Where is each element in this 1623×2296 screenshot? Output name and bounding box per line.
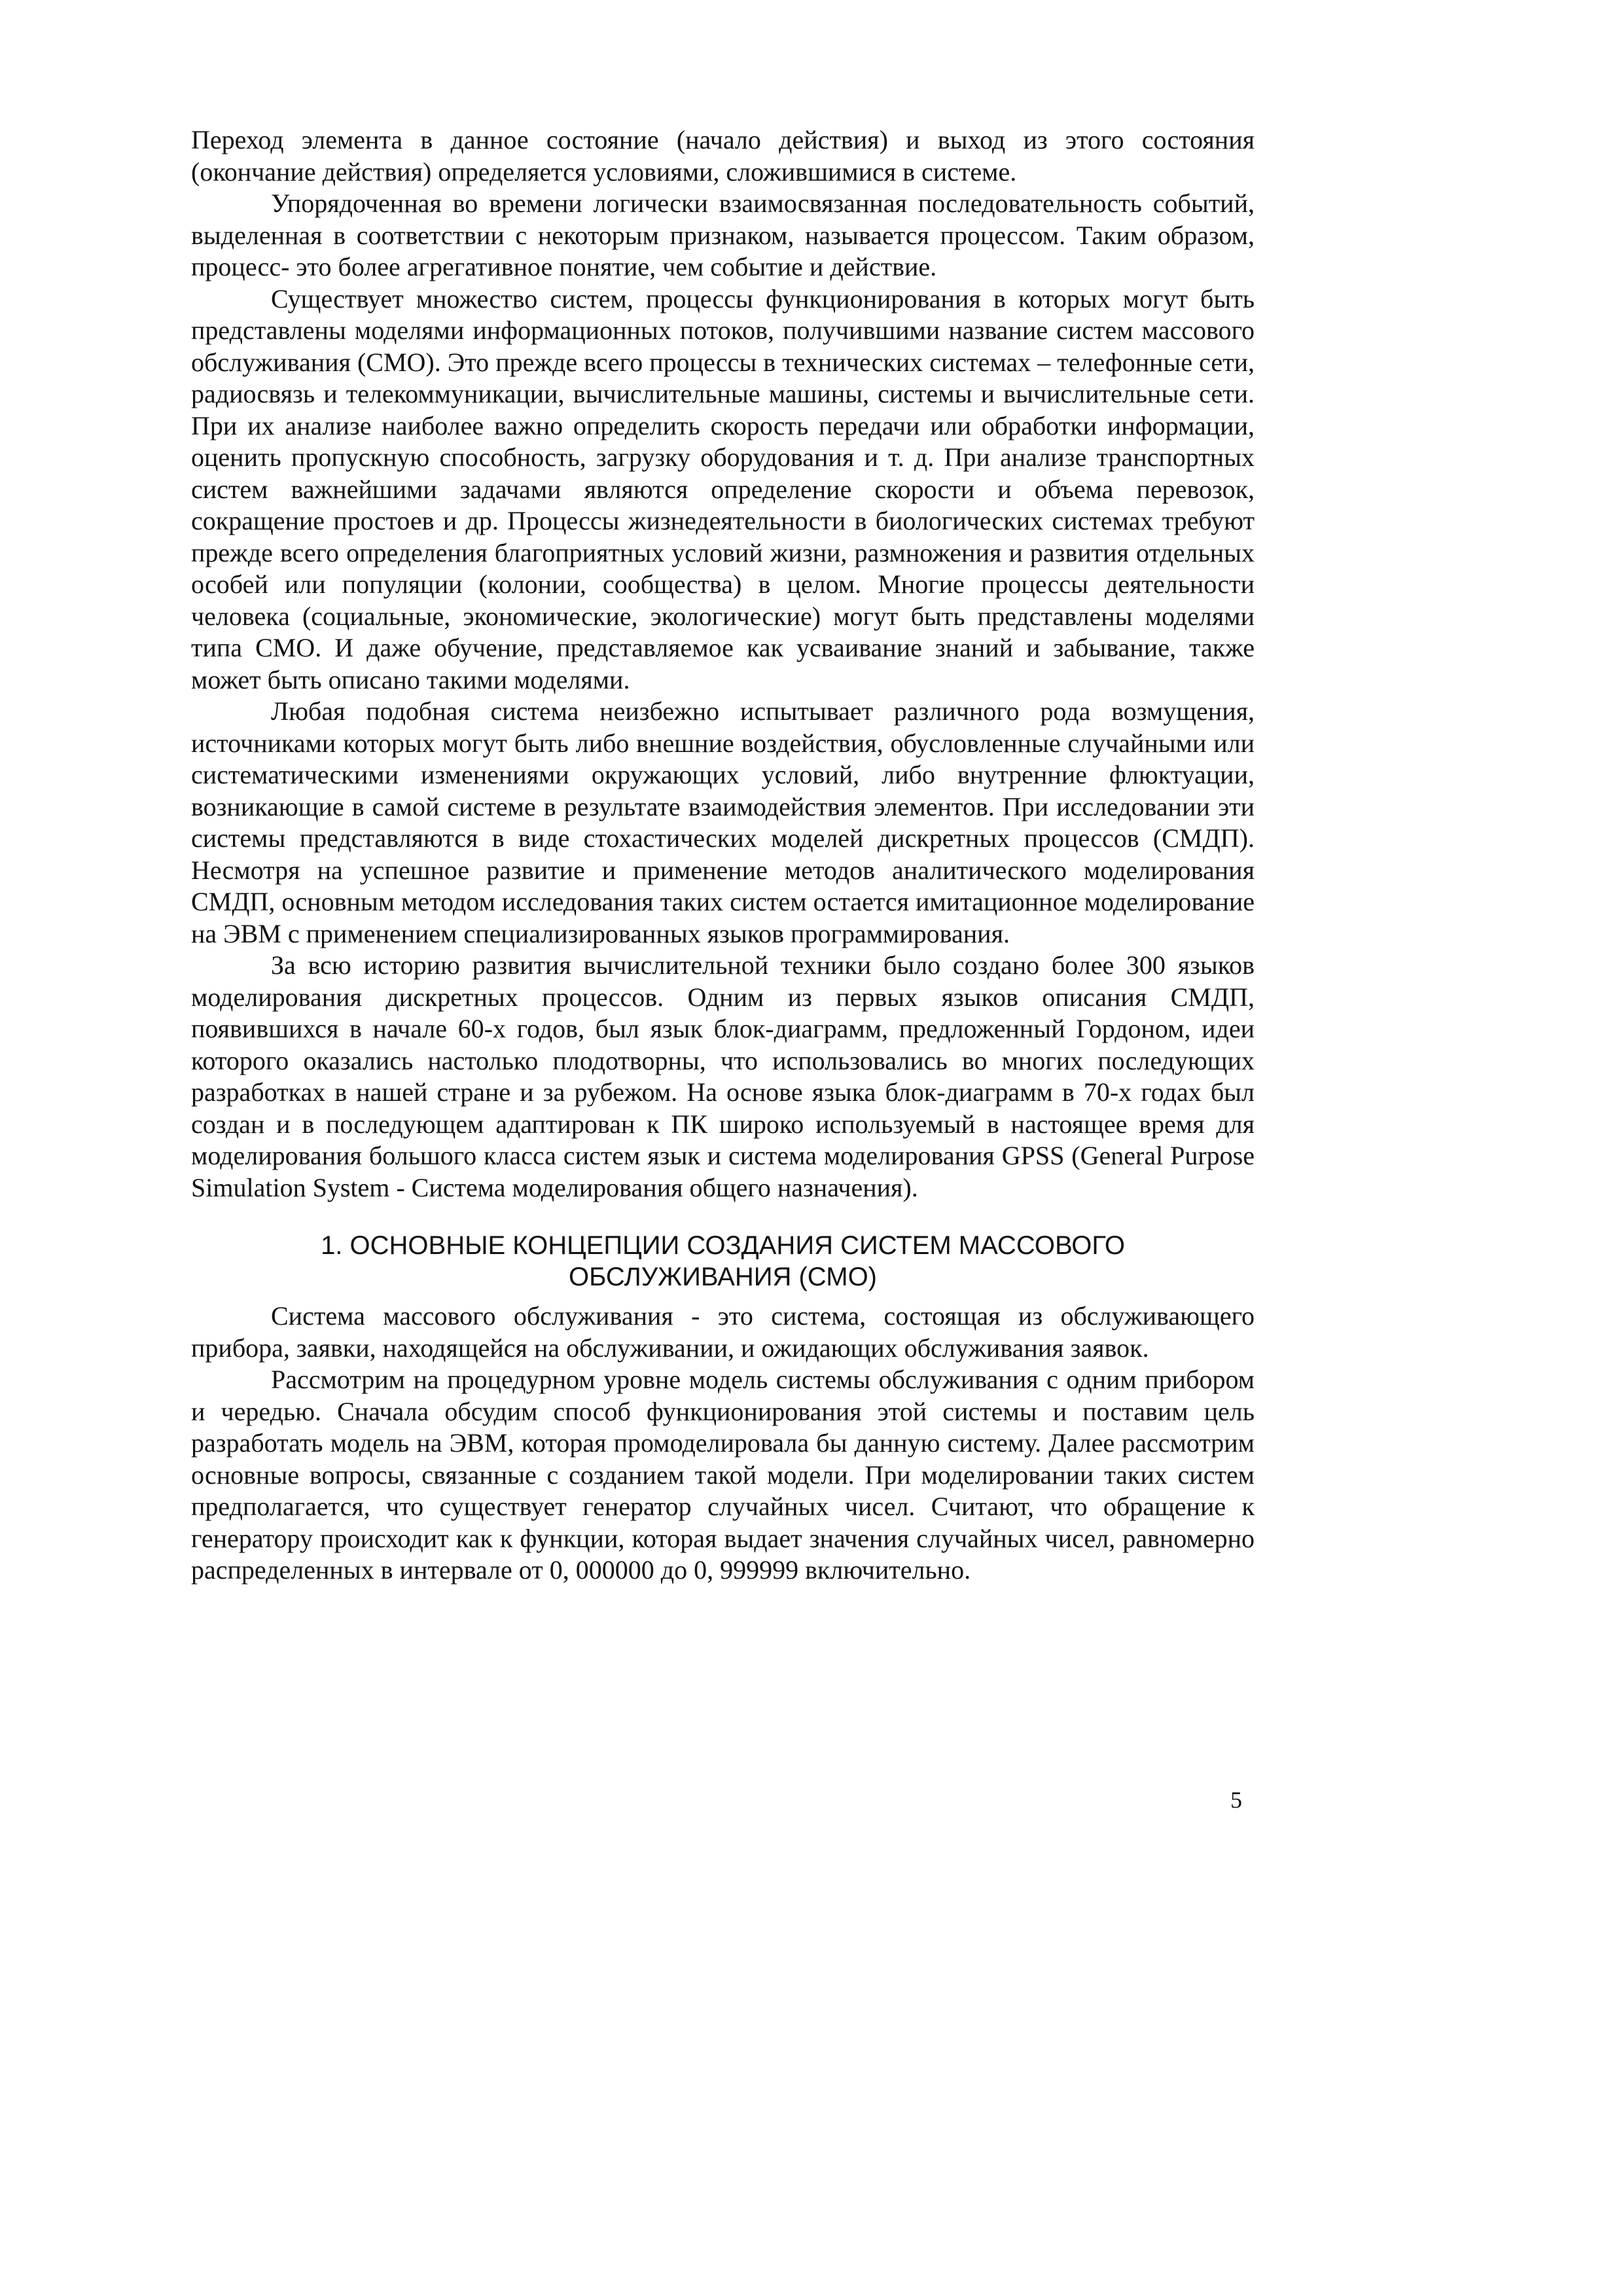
section-heading [191,1230,1255,1293]
page-number: 5 [1230,1787,1242,1813]
section-heading-line-1: 1. ОСНОВНЫЕ КОНЦЕПЦИИ СОЗДАНИЯ СИСТЕМ МАССОВОГО [321,1231,1125,1260]
paragraph-queueing-system-definition: Система массового обслуживания - это система, состоящая из обслуживающего прибора, заявки, находящейся на обслуживании, и ожидающих обслуживания заявок. [191,1301,1255,1363]
document-page [191,124,1255,1587]
paragraph-stochastic-models: Любая подобная система неизбежно испытывает различного рода возмущения, источниками которых могут быть либо внешние воздействия, обусловленные случайными или систематическими изменениями окружающих условий, либо внутренние флюктуации, возникающие в самой системе в результате взаимодействия элементов. При исследовании эти системы представляются в виде стохастических моделей дискретных процессов (СМДП). Несмотря на успешное развитие и применение методов аналитического моделирования СМДП, основным методом исследования таких систем остается имитационное моделирование на ЭВМ с применением специализированных языков программирования. [191,696,1255,948]
section-heading-line-2: ОБСЛУЖИВАНИЯ (СМО) [569,1263,877,1291]
paragraph-state-transition: Переход элемента в данное состояние (начало действия) и выход из этого состояния (окончание действия) определяется условиями, сложившимися в системе. [191,125,1255,187]
paragraph-process-definition: Упорядоченная во времени логически взаимосвязанная последовательность событий, выделенная в соответствии с некоторым признаком, называется процессом. Таким образом, процесс- это более агрегативное понятие, чем событие и действие. [191,188,1255,281]
paragraph-simulation-languages: За всю историю развития вычислительной техники было создано более 300 языков моделирования дискретных процессов. Одним из первых языков описания СМДП, появившихся в начале 60-х годов, был язык блок-диаграмм, предложенный Гордоном, идеи которого оказались настолько плодотворны, что использовались во многих последующих разработках в нашей стране и за рубежом. На основе языка блок-диаграмм в 70-х годах был создан и в последующем адаптирован к ПК широко используемый в настоящее время для моделирования большого класса систем язык и система моделирования GPSS (General Purpose Simulation System - Система моделирования общего назначения). [191,950,1255,1202]
paragraph-queueing-systems-examples: Существует множество систем, процессы функционирования в которых могут быть представлены моделями информационных потоков, получившими название систем массового обслуживания (СМО). Это прежде всего процессы в технических системах – телефонные сети, радиосвязь и телекоммуникации, вычислительные машины, системы и вычислительные сети. При их анализе наиболее важно определить скорость передачи или обработки информации, оценить пропускную способность, загрузку оборудования и т. д. При анализе транспортных систем важнейшими задачами являются определение скорости и объема перевозок, сокращение простоев и др. Процессы жизнедеятельности в биологических системах требуют прежде всего определения благоприятных условий жизни, размножения и развития отдельных особей или популяции (колонии, сообщества) в целом. Многие процессы деятельности человека (социальные, экономические, экологические) могут быть представлены моделями типа СМО. И даже обучение, представляемое как усваивание знаний и забывание, также может быть описано такими моделями. [191,283,1255,694]
paragraph-single-server-model: Рассмотрим на процедурном уровне модель системы обслуживания с одним прибором и чередью. Сначала обсудим способ функционирования этой системы и поставим цель разработать модель на ЭВМ, которая промоделировала бы данную систему. Далее рассмотрим основные вопросы, связанные с созданием такой модели. При моделировании таких систем предполагается, что существует генератор случайных чисел. Считают, что обращение к генератору происходит как к функции, которая выдает значения случайных чисел, равномерно распределенных в интервале от 0, 000000 до 0, 999999 включительно. [191,1365,1255,1585]
